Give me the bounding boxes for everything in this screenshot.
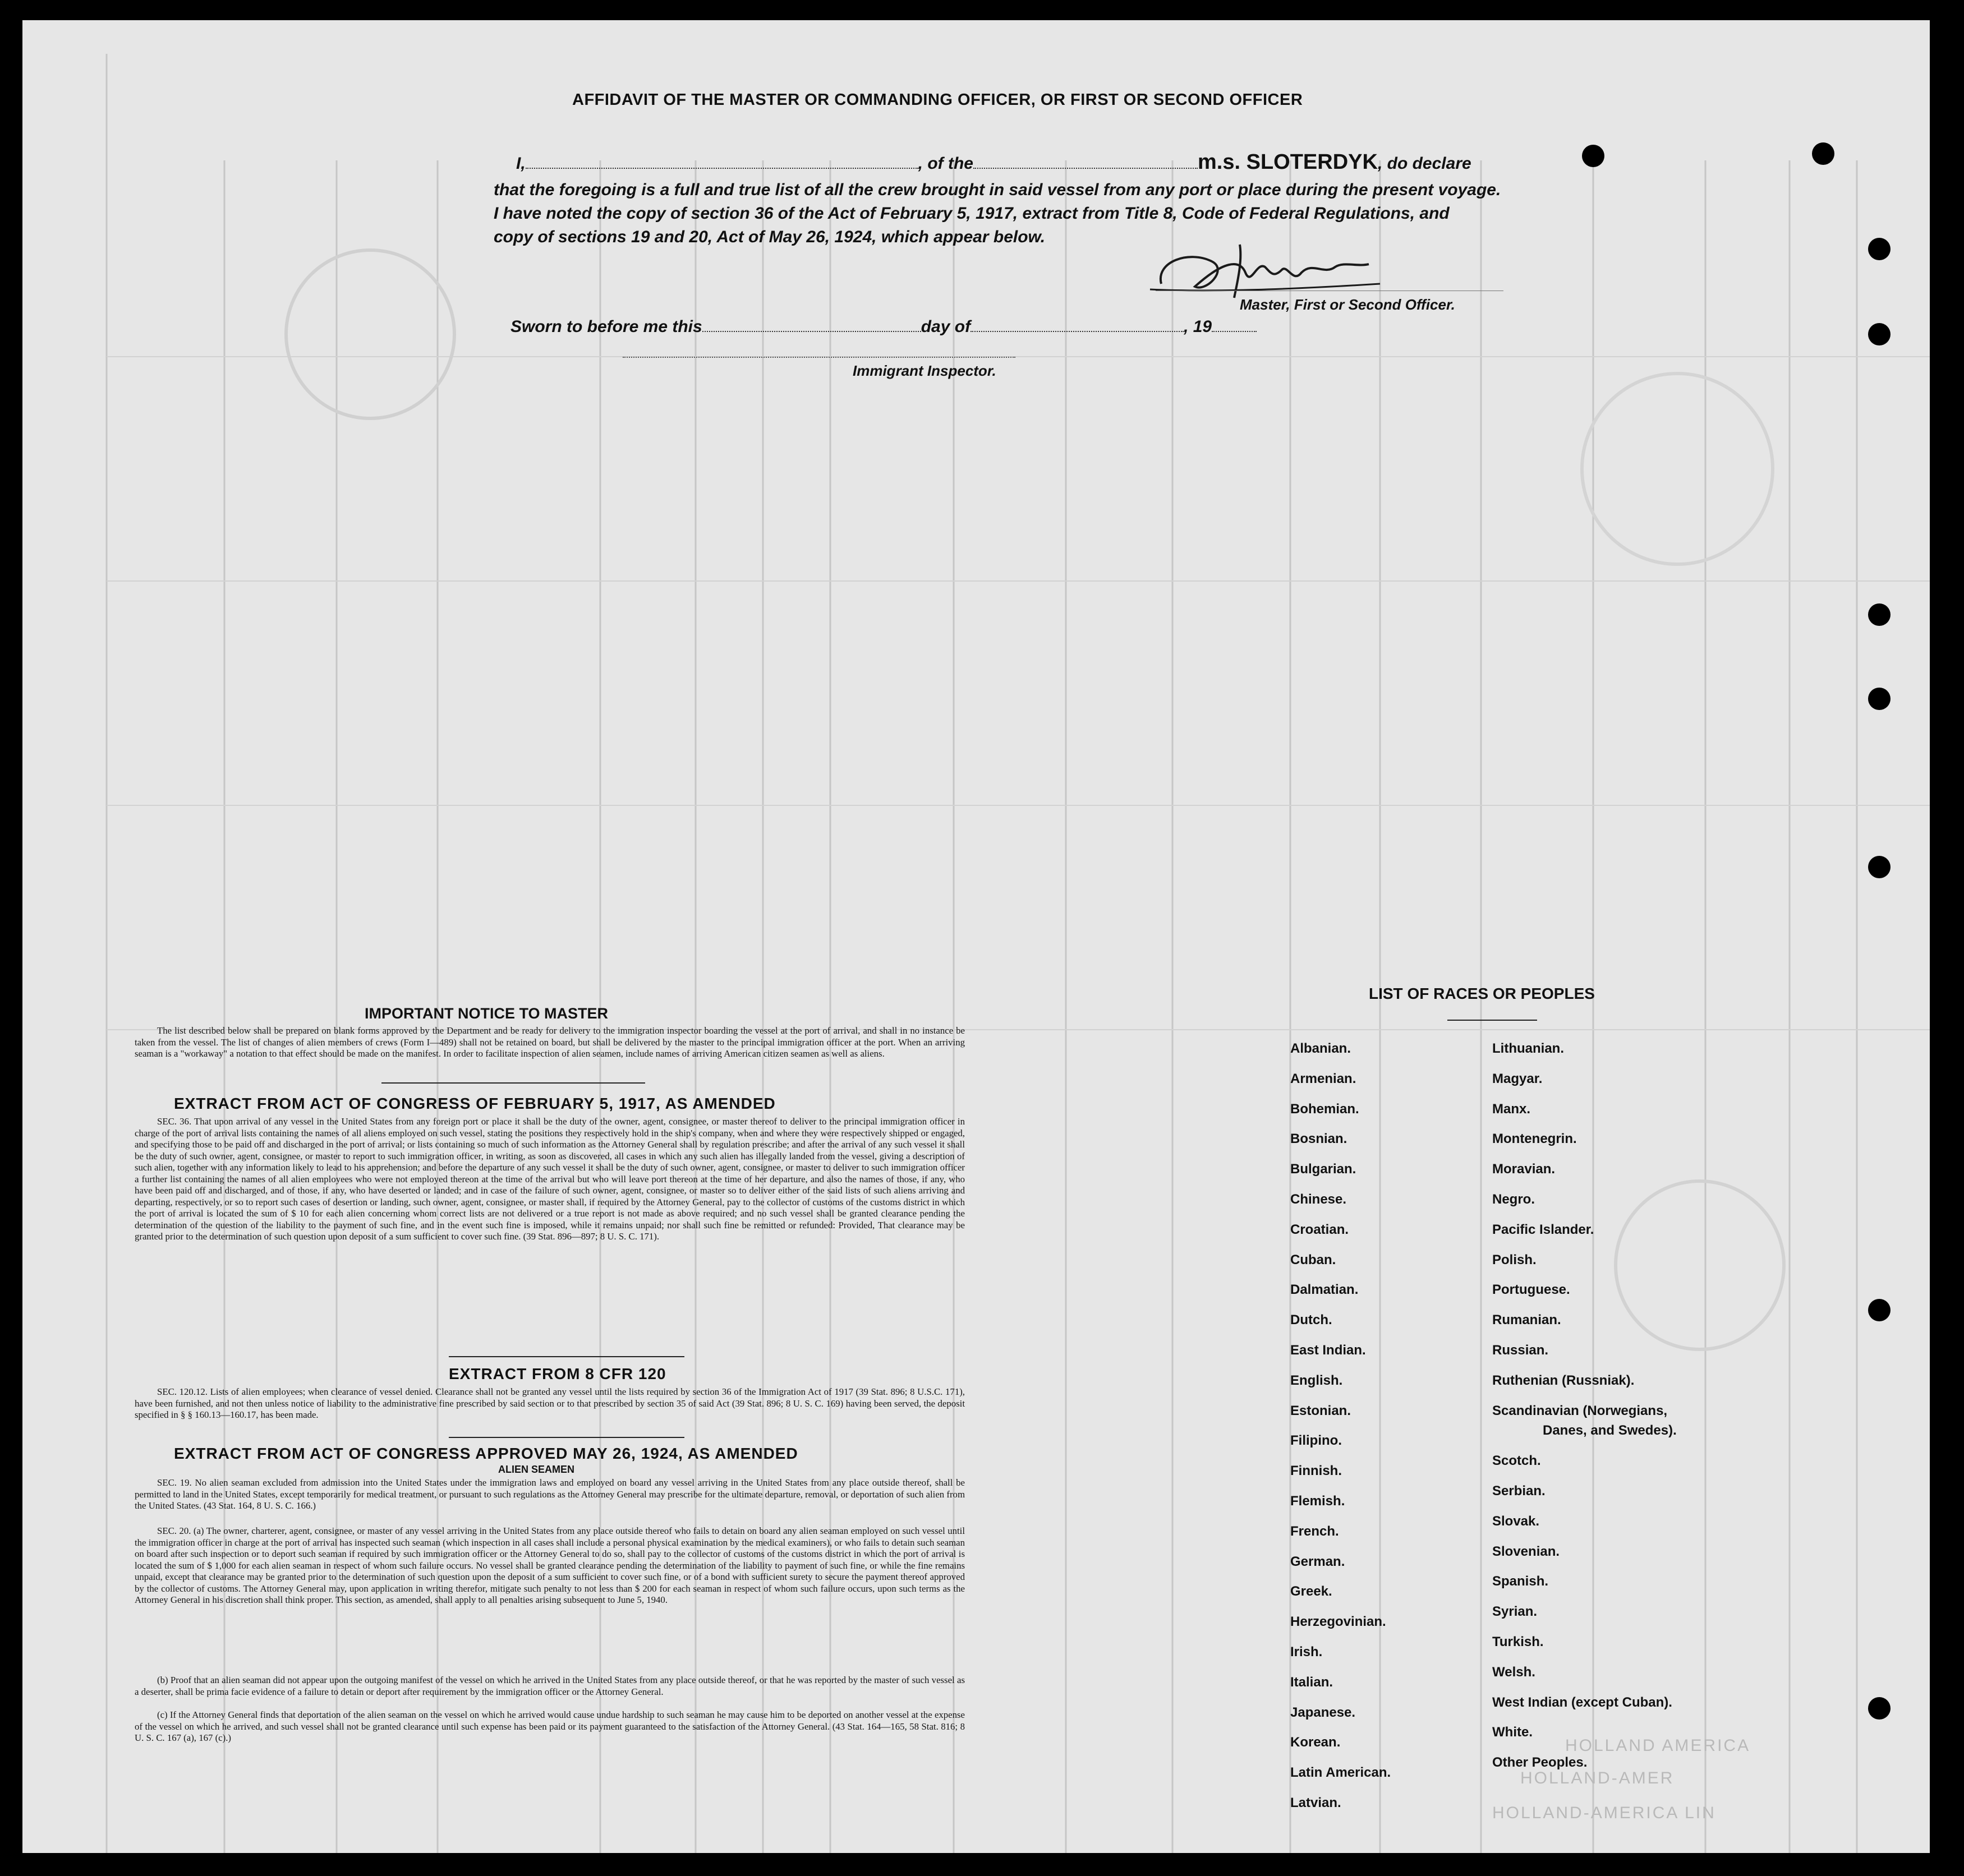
punch-hole xyxy=(1868,688,1891,710)
day-of-label: day of xyxy=(921,317,971,336)
race-item: Korean. xyxy=(1290,1735,1341,1750)
extract-1917-text: SEC. 36. That upon arrival of any vessel in the United States from any foreign port or place it shall be the duty of the owner, agent, consignee, or master thereof to deliver to the principal immigration officer in charge of the port of arrival lists containing the names of all aliens employed on such vessel, stating the positions they respectively hold in the ship's company, when and where they were respectively shipped or engaged, and specifying those to be paid off and discharged in the port of arrival; or lists containing so much of such information as the Attorney General shall by regulation prescribe; and after the arrival of any such vessel it shall be the duty of such owner, agent, consignee, or master to report to such immigration officer, in writing, as soon as discovered, all cases in which any such alien has illegally landed from the vessel, giving a description of such alien, together with any information likely to lead to his apprehension; and before the departure of any such vessel it shall be the duty of such owner, agent, consignee, or master to deliver to such immigration officer a further list containing the names of all alien employees who were not employed thereon at the time of the arrival but who will leave port thereon at the time of her departure, and also the names of those, if any, who have been paid off and discharged, and of those, if any, who have deserted or landed; and in case of the failure of such owner, agent, consignee, or master so to deliver either of the said lists of such aliens arriving and departing, respectively, or so to report such cases of desertion or landing, such owner, agent, consignee, or master shall, if required by the Attorney General, pay to the collector of customs of the customs district in which the port of arrival is located the sum of $ 10 for each alien concerning whom correct lists are not delivered or a true report is not made as above required; and no such vessel shall be granted clearance pending the determination of the question of the liability to the payment of such fine, and in the event such fine is imposed, while it remains unpaid; nor shall such fine be remitted or refunded: Provided, That clearance may be granted prior to the determination of such question upon deposit of a sum sufficient to cover such fine. (39 Stat. 896—897; 8 U. S. C. 171). xyxy=(135,1116,965,1242)
race-item: Latin American. xyxy=(1290,1765,1391,1781)
master-officer-label: Master, First or Second Officer. xyxy=(1240,296,1455,313)
name-blank xyxy=(526,155,918,169)
race-item: Pacific Islander. xyxy=(1492,1222,1594,1237)
punch-hole xyxy=(1868,856,1891,878)
punch-hole xyxy=(1868,1299,1891,1321)
race-item: Albanian. xyxy=(1290,1041,1351,1056)
race-item: Welsh. xyxy=(1492,1664,1535,1680)
race-item: Italian. xyxy=(1290,1674,1333,1690)
sec-19-text: SEC. 19. No alien seaman excluded from admission into the United States under the immigration laws and employed on board any vessel arriving in the United States from any place outside thereof, shall be permitted to land in the United States, except temporarily for medical treatment, or pursuant to such regulations as the Attorney General may prescribe for the ultimate departure, removal, or deportation of such alien from the United States. (43 Stat. 164, 8 U. S. C. 166.) xyxy=(135,1477,965,1511)
notice-divider xyxy=(381,1082,645,1084)
race-item: Dutch. xyxy=(1290,1312,1332,1328)
sworn-line xyxy=(510,317,1257,337)
race-item: Russian. xyxy=(1492,1343,1549,1358)
affidavit-line-3: I have noted the copy of section 36 of the Act of February 5, 1917, extract from Title 8, Code of Federal Regulations, and xyxy=(494,204,1450,223)
race-item: Scotch. xyxy=(1492,1453,1541,1469)
extract-1924-title: EXTRACT FROM ACT OF CONGRESS APPROVED MAY 26, 1924, AS AMENDED xyxy=(174,1445,798,1462)
i-label: I, xyxy=(516,154,526,173)
holland-america-stamp: HOLLAND-AMER xyxy=(1520,1769,1675,1787)
race-item: Bosnian. xyxy=(1290,1131,1347,1147)
sworn-day-blank xyxy=(702,319,921,332)
race-item: Armenian. xyxy=(1290,1071,1356,1086)
sec-20c-text: (c) If the Attorney General finds that deportation of the alien seaman on the vessel on which he arrived would cause undue hardship to such seaman he may cause him to be deported on another vessel at the expense of the vessel on which he arrived, and such vessel shall not be granted clearance until such expense has been paid or its payment guaranteed to the satisfaction of the Attorney General. (43 Stat. 164—165, 58 Stat. 816; 8 U. S. C. 167 (a), 167 (c).) xyxy=(135,1709,965,1743)
race-item: Greek. xyxy=(1290,1584,1332,1600)
race-item: Croatian. xyxy=(1290,1222,1349,1237)
race-item: East Indian. xyxy=(1290,1343,1366,1358)
race-item: Portuguese. xyxy=(1492,1282,1570,1298)
sworn-label: Sworn to before me this xyxy=(510,317,702,336)
race-item: Herzegovinian. xyxy=(1290,1614,1386,1630)
punch-hole xyxy=(1868,1697,1891,1720)
race-item: Cuban. xyxy=(1290,1252,1336,1267)
year-label: , 19 xyxy=(1184,317,1212,336)
race-item: Serbian. xyxy=(1492,1483,1546,1499)
race-item: Spanish. xyxy=(1492,1574,1549,1589)
extract-divider-2 xyxy=(449,1437,684,1438)
declare-label: , do declare xyxy=(1377,154,1471,173)
race-item: Bohemian. xyxy=(1290,1101,1359,1117)
race-item: Magyar. xyxy=(1492,1071,1543,1086)
inspector-signature-line xyxy=(623,357,1015,358)
race-item: Irish. xyxy=(1290,1644,1323,1660)
affidavit-title: AFFIDAVIT OF THE MASTER OR COMMANDING OFFICER, OR FIRST OR SECOND OFFICER xyxy=(572,91,1303,109)
race-item: Lithuanian. xyxy=(1492,1041,1564,1056)
race-item: Ruthenian (Russniak). xyxy=(1492,1372,1635,1388)
notice-title: IMPORTANT NOTICE TO MASTER xyxy=(365,1005,608,1022)
punch-hole xyxy=(1582,145,1604,167)
race-item: Filipino. xyxy=(1290,1433,1342,1449)
race-item: Japanese. xyxy=(1290,1704,1356,1720)
race-item: Syrian. xyxy=(1492,1604,1538,1620)
races-title: LIST OF RACES OR PEOPLES xyxy=(1369,985,1595,1002)
vessel-name: m.s. SLOTERDYK xyxy=(1198,150,1378,174)
race-item: Danes, and Swedes). xyxy=(1543,1423,1677,1439)
race-item: Dalmatian. xyxy=(1290,1282,1359,1298)
race-item: French. xyxy=(1290,1523,1339,1539)
punch-hole xyxy=(1868,603,1891,626)
race-item: Moravian. xyxy=(1492,1161,1556,1177)
race-item: West Indian (except Cuban). xyxy=(1492,1694,1672,1710)
race-item: Turkish. xyxy=(1492,1634,1544,1649)
race-item: Polish. xyxy=(1492,1252,1537,1267)
document-sheet xyxy=(22,20,1930,1853)
race-item: Latvian. xyxy=(1290,1795,1341,1810)
race-item: Chinese. xyxy=(1290,1192,1347,1207)
extract-1917-title: EXTRACT FROM ACT OF CONGRESS OF FEBRUARY 5, 1917, AS AMENDED xyxy=(174,1095,776,1112)
holland-america-stamp: HOLLAND AMERICA xyxy=(1565,1736,1751,1755)
race-item: Scandinavian (Norwegians, xyxy=(1492,1403,1668,1418)
race-item: Estonian. xyxy=(1290,1403,1351,1418)
extract-divider-1 xyxy=(449,1356,684,1357)
inspector-label: Immigrant Inspector. xyxy=(853,362,996,379)
race-item: White. xyxy=(1492,1725,1533,1740)
race-item: Negro. xyxy=(1492,1192,1535,1207)
punch-hole xyxy=(1812,142,1834,165)
sworn-month-blank xyxy=(970,319,1184,332)
extract-cfr-text: SEC. 120.12. Lists of alien employees; when clearance of vessel denied. Clearance shall not be granted any vessel until the lists required by section 36 of the Immigration Act of 1917 (39 Stat. 896; 8 U.S.C. 171), have been furnished, and not then unless notice of liability to the administrative fine prescribed by said section or to that prescribed by section 35 of said Act (39 Stat. 896; 8 U. S. C. 169) having been served, the deposit specified in § § 160.13—160.17, has been made. xyxy=(135,1386,965,1420)
race-item: Bulgarian. xyxy=(1290,1161,1356,1177)
notice-text: The list described below shall be prepared on blank forms approved by the Department and be ready for delivery to the immigration inspector boarding the vessel at the port of arrival, and shall in no instance be taken from the vessel. The list of changes of alien members of crews (Form I—489) shall not be retained on board, but shall be delivered by the master to the principal immigration officer at the port. When an arriving seaman is a "workaway" a notation to that effect should be made on the manifest. In order to facilitate inspection of alien seamen, include names of arriving American citizen seamen as well as aliens. xyxy=(135,1025,965,1059)
holland-america-stamp: HOLLAND-AMERICA LIN xyxy=(1492,1804,1716,1822)
of-the-label: , of the xyxy=(918,154,973,173)
race-item: English. xyxy=(1290,1372,1343,1388)
race-item: Montenegrin. xyxy=(1492,1131,1577,1147)
sec-20a-text: SEC. 20. (a) The owner, charterer, agent, consignee, or master of any vessel arriving in the United States from any place outside thereof who fails to detain on board any alien seaman employed on such vessel until the immigration officer in charge at the port of arrival has inspected such seaman (which inspection in all cases shall include a personal physical examination by the medical examiners), or who fails to detain such seaman on board after such inspection or to deport such seaman if required by such immigration officer or the Attorney General to do so, shall pay to the collector of customs of the customs district in which the port of arrival is located the sum of $ 1,000 for each alien seaman in respect of whom such failure occurs. No vessel shall be granted clearance pending the determination of the liability to payment of such fine, or while the fine remains unpaid, except that clearance may be granted prior to the determination of such question upon the deposit of a sum sufficient to cover such fine, or of a bond with sufficient surety to secure the payment thereof approved by the collector of customs. The Attorney General may, upon application in writing therefor, mitigate such penalty to not less than $ 200 for each seaman in respect of whom such failure occurs, upon such terms as the Attorney General in his discretion shall think proper. This section, as amended, shall apply to all penalties arising subsequent to June 5, 1940. xyxy=(135,1525,965,1605)
race-item: Slovak. xyxy=(1492,1513,1540,1529)
race-item: Flemish. xyxy=(1290,1494,1345,1509)
punch-hole xyxy=(1868,323,1891,345)
punch-hole xyxy=(1868,238,1891,260)
affidavit-line-2: that the foregoing is a full and true list of all the crew brought in said vessel from any port or place during the present voyage. xyxy=(494,181,1501,199)
extract-cfr-title: EXTRACT FROM 8 CFR 120 xyxy=(449,1365,666,1382)
sec-20b-text: (b) Proof that an alien seaman did not appear upon the outgoing manifest of the vessel on which he arrived in the United States from any place outside thereof, or that he was reported by the master of such vessel as a deserter, shall be prima facie evidence of a failure to detain or deport after requirement by the immigration officer or the Attorney General. xyxy=(135,1675,965,1697)
race-item: German. xyxy=(1290,1554,1345,1569)
position-blank xyxy=(973,155,1198,169)
alien-seamen-subtitle: ALIEN SEAMEN xyxy=(498,1464,575,1475)
races-title-underline xyxy=(1447,1020,1537,1021)
affidavit-declaration-line xyxy=(516,150,1471,174)
race-item: Other Peoples. xyxy=(1492,1755,1588,1771)
race-item: Finnish. xyxy=(1290,1463,1342,1479)
race-item: Manx. xyxy=(1492,1101,1531,1117)
sworn-year-blank xyxy=(1212,319,1257,332)
affidavit-line-4: copy of sections 19 and 20, Act of May 26, 1924, which appear below. xyxy=(494,228,1046,246)
race-item: Slovenian. xyxy=(1492,1543,1560,1559)
race-item: Rumanian. xyxy=(1492,1312,1561,1328)
